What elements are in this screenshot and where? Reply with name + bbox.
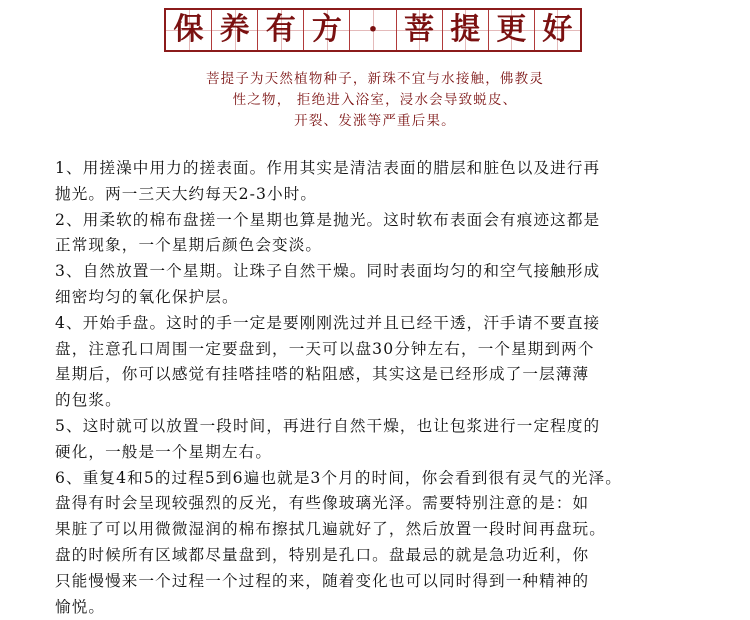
- title-char: 有: [265, 12, 296, 47]
- title-cell: [443, 10, 489, 50]
- title-cell: [535, 10, 580, 50]
- title-cell: [489, 10, 535, 50]
- instruction-line: 盘得有时会呈现较强烈的反光，有些像玻璃光泽。需要特别注意的是：如: [55, 494, 590, 513]
- title-cell: [212, 10, 258, 50]
- instruction-line: 盘，注意孔口周围一定要盘到，一天可以盘30分钟左右，一个星期到两个: [55, 339, 595, 358]
- instruction-line: 6、重复4和5的过程5到6遍也就是3个月的时间，你会看到很有灵气的光泽。: [55, 468, 622, 487]
- instruction-line: 只能慢慢来一个过程一个过程的来，随着变化也可以同时得到一种精神的: [55, 571, 590, 590]
- instruction-line: 星期后，你可以感觉有挂嗒挂嗒的粘阻感，其实这是已经形成了一层薄薄: [55, 365, 590, 384]
- title-char: 方: [311, 12, 342, 47]
- title-char: 保: [173, 12, 204, 47]
- instruction-line: 硬化，一般是一个星期左右。: [55, 442, 273, 461]
- title-char: 养: [219, 12, 250, 47]
- instruction-line: 细密均匀的氧化保护层。: [55, 287, 239, 306]
- instruction-line: 果脏了可以用微微湿润的棉布擦拭几遍就好了，然后放置一段时间再盘玩。: [55, 520, 606, 539]
- title-char: 好: [542, 12, 573, 47]
- title-char: 更: [496, 12, 527, 47]
- title-cell: [166, 10, 212, 50]
- intro-paragraph: [0, 69, 750, 132]
- instruction-line: 抛光。两一三天大约每天2-3小时。: [55, 184, 318, 203]
- title-cell: [258, 10, 304, 50]
- instruction-line: 3、自然放置一个星期。让珠子自然干燥。同时表面均匀的和空气接触形成: [55, 262, 601, 281]
- title-cell: [397, 10, 443, 50]
- instruction-line: 愉悦。: [55, 597, 106, 616]
- instruction-line: 2、用柔软的棉布盘搓一个星期也算是抛光。这时软布表面会有痕迹这都是: [55, 210, 601, 229]
- intro-line: 菩提子为天然植物种子，新珠不宜与水接触，佛教灵: [205, 71, 545, 87]
- instruction-line: 4、开始手盘。这时的手一定是要刚刚洗过并且已经干透，汗手请不要直接: [55, 313, 601, 332]
- title-char: 菩: [404, 12, 435, 47]
- instruction-line: 盘的时候所有区域都尽量盘到，特别是孔口。盘最忌的就是急功近利，你: [55, 545, 590, 564]
- intro-line: 开裂、发涨等严重后果。: [294, 113, 456, 129]
- instruction-line: 正常现象，一个星期后颜色会变淡。: [55, 236, 323, 255]
- instruction-line: 5、这时就可以放置一段时间，再进行自然干燥，也让包浆进行一定程度的: [55, 416, 601, 435]
- title-cell: [304, 10, 350, 50]
- title-char: 提: [450, 12, 481, 47]
- title-banner: [164, 8, 582, 52]
- instruction-line: 1、用搓澡中用力的搓表面。作用其实是清洁表面的腊层和脏色以及进行再: [55, 159, 601, 177]
- instruction-line: 的包浆。: [55, 391, 122, 410]
- title-cell: [350, 10, 396, 50]
- care-instructions: [55, 156, 715, 620]
- intro-line: 性之物， 拒绝进入浴室，浸水会导致蜕皮、: [232, 92, 518, 108]
- title-separator: ·: [367, 12, 379, 47]
